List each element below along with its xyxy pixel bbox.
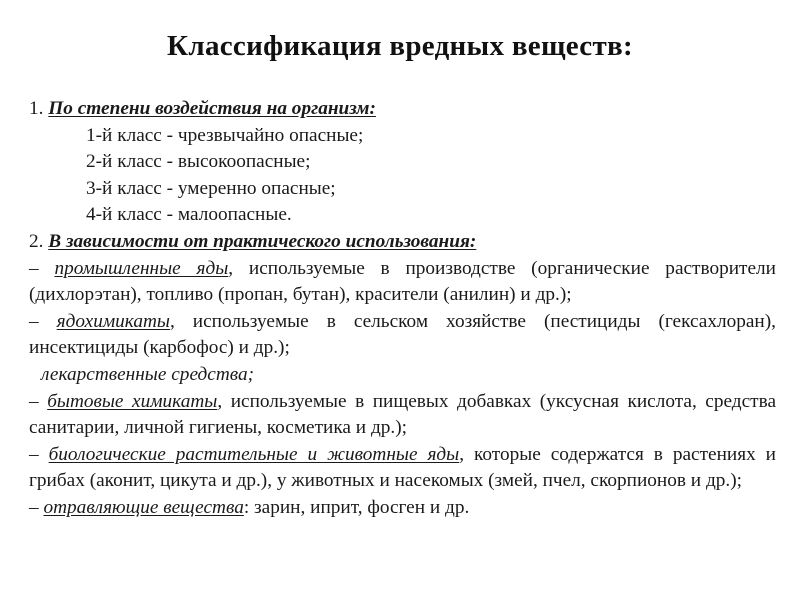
list-term: бытовые химикаты <box>47 390 218 412</box>
list-dash: – <box>29 257 55 279</box>
list-text: , используемые в пищевых добавках (уксусная кислота, средства санитарии, личной гигиены, косметика и др.); <box>29 390 777 439</box>
list-item-industrial-poisons <box>29 256 776 309</box>
list-term: отравляющие вещества <box>43 496 244 518</box>
class-item-2: 2-й класс - высокоопасные; <box>86 151 311 173</box>
list-text: , используемые в сельском хозяйстве (пестициды (гексахлоран), инсектициды (карбофос) и др.); <box>29 310 776 359</box>
list-dash: – <box>29 310 57 332</box>
section-2-number: 2. <box>29 230 49 252</box>
list-item-medicines <box>29 362 776 389</box>
list-term: промышленные яды <box>54 257 229 279</box>
list-item-pesticides <box>29 309 776 362</box>
section-2-heading <box>29 229 776 256</box>
list-item-household-chemicals <box>29 389 776 442</box>
list-term: лекарственные средства; <box>41 363 255 385</box>
slide-content <box>29 96 776 522</box>
list-term: биологические растительные и животные яды <box>48 443 460 465</box>
list-term: ядохимикаты <box>56 310 170 332</box>
list-text: , которые содержатся в растениях и грибах (аконит, цикута и др.), у животных и насекомых (змей, пчел, скорпионов и др.); <box>29 443 776 492</box>
class-item-3: 3-й класс - умеренно опасные; <box>86 177 336 199</box>
list-dash: – <box>29 496 44 518</box>
section-1-number: 1. <box>29 98 49 119</box>
section-1-title: По степени воздействия на организм: <box>48 98 376 119</box>
list-dash: – <box>29 390 48 412</box>
slide-title: Классификация вредных веществ: <box>167 30 633 62</box>
list-item-warfare-agents <box>29 495 776 522</box>
list-text: : зарин, иприт, фосген и др. <box>243 496 470 518</box>
class-item-4: 4-й класс - малоопасные. <box>86 204 292 226</box>
list-dash: – <box>29 443 49 465</box>
section-1-heading <box>29 96 776 123</box>
class-item-1: 1-й класс - чрезвычайно опасные; <box>86 124 364 146</box>
list-item-biological-poisons <box>29 442 776 495</box>
section-2-title: В зависимости от практического использования: <box>48 230 477 252</box>
list-text: , используемые в производстве (органические растворители (дихлорэтан), топливо (пропан, бутан), красители (анилин) и др.); <box>29 257 776 306</box>
